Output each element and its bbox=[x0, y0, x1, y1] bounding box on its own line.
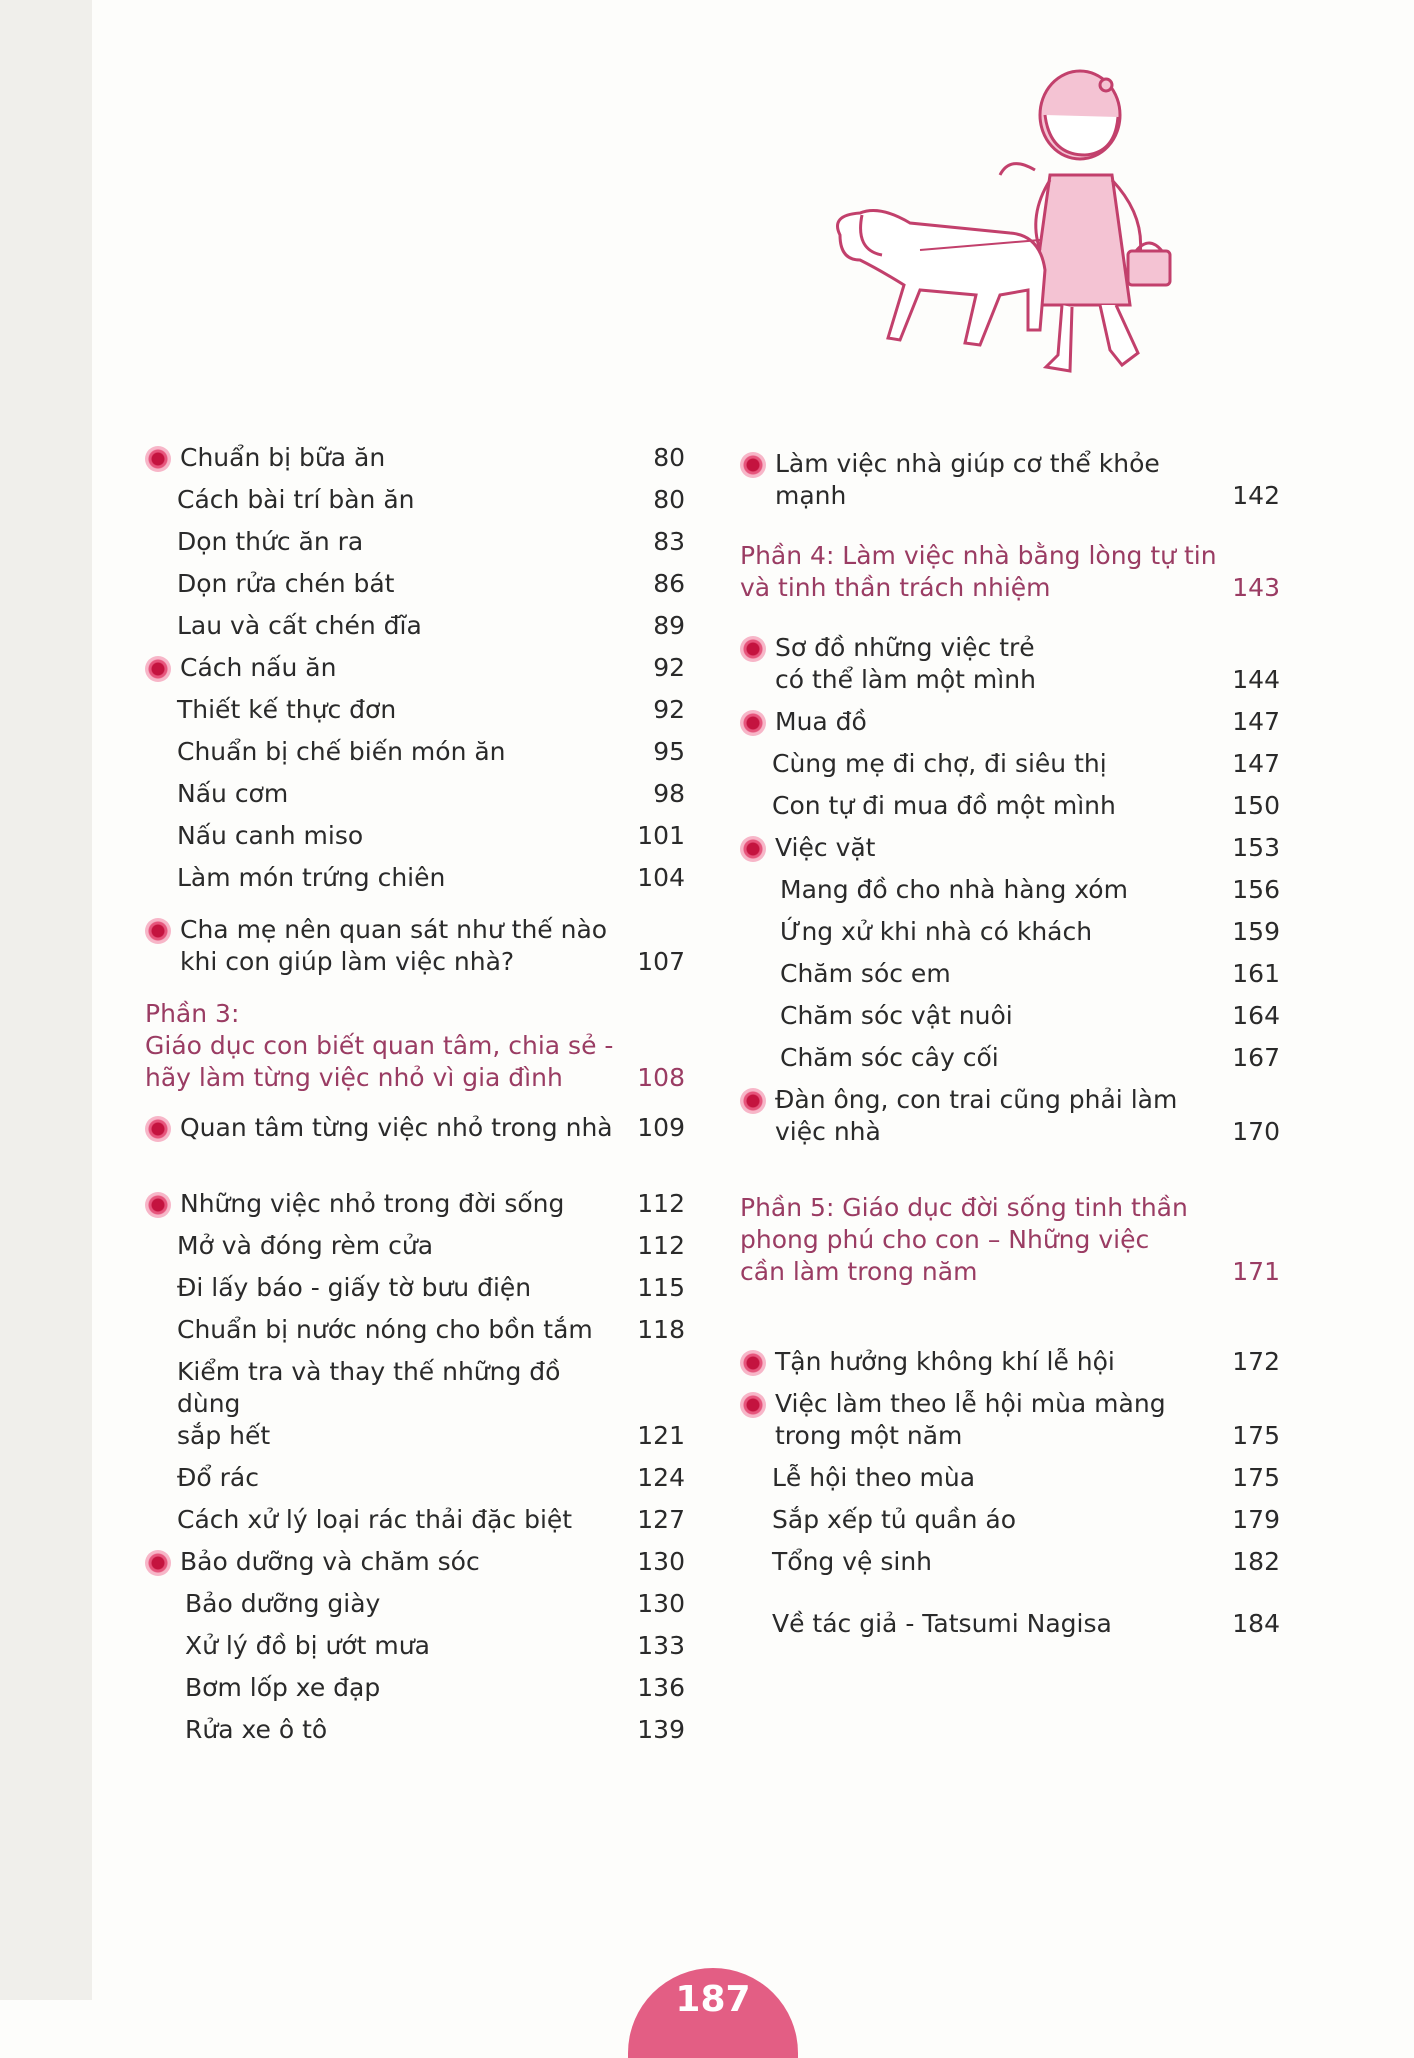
entry-title-line: sắp hết bbox=[177, 1421, 271, 1450]
entry-title-line: Bảo dưỡng giày bbox=[185, 1589, 381, 1618]
page-ref: 179 bbox=[1232, 1505, 1280, 1534]
toc-subsection-entry bbox=[145, 1314, 685, 1346]
entry-title-line: Tổng vệ sinh bbox=[772, 1547, 933, 1576]
entry-title bbox=[145, 778, 635, 810]
entry-title bbox=[740, 874, 1230, 906]
entry-title bbox=[145, 1230, 635, 1262]
toc-subsection-entry bbox=[145, 568, 685, 600]
toc-subsection-entry bbox=[740, 916, 1280, 948]
entry-title-line: Nấu cơm bbox=[177, 779, 289, 808]
entry-title bbox=[145, 1188, 635, 1220]
entry-title-line: Chăm sóc em bbox=[780, 959, 951, 988]
entry-title-line: Mua đồ bbox=[775, 707, 867, 736]
toc-section-entry bbox=[145, 442, 685, 474]
entry-title-line: Phần 3: bbox=[145, 999, 240, 1028]
entry-title bbox=[145, 1504, 635, 1536]
entry-title bbox=[740, 1388, 1230, 1452]
entry-title-line: và tinh thần trách nhiệm bbox=[740, 573, 1051, 602]
entry-title-line: Những việc nhỏ trong đời sống bbox=[180, 1189, 565, 1218]
toc-subsection-entry bbox=[145, 526, 685, 558]
page-ref: 150 bbox=[1232, 791, 1280, 820]
page-ref: 108 bbox=[637, 1063, 685, 1092]
toc-section-entry bbox=[740, 1388, 1280, 1452]
page-ref: 133 bbox=[637, 1631, 685, 1660]
entry-title-line: Nấu canh miso bbox=[177, 821, 364, 850]
toc-section-entry bbox=[740, 1084, 1280, 1148]
entry-title bbox=[145, 862, 635, 894]
page-ref: 143 bbox=[1232, 573, 1280, 602]
page-ref: 144 bbox=[1232, 665, 1280, 694]
entry-title bbox=[740, 632, 1230, 696]
toc-section-entry bbox=[145, 1112, 685, 1144]
entry-title-line: hãy làm từng việc nhỏ vì gia đình bbox=[145, 1063, 563, 1092]
page-ref: 121 bbox=[637, 1421, 685, 1450]
toc-subsection-entry bbox=[145, 694, 685, 726]
toc-subsection-entry bbox=[740, 958, 1280, 990]
toc-right-column bbox=[740, 448, 1280, 1640]
entry-title-line: Cùng mẹ đi chợ, đi siêu thị bbox=[772, 749, 1107, 778]
entry-title-line: Mở và đóng rèm cửa bbox=[177, 1231, 434, 1260]
entry-title-line: trong một năm bbox=[775, 1421, 963, 1450]
page-ref: 92 bbox=[653, 653, 685, 682]
toc-subsection-entry bbox=[145, 1504, 685, 1536]
toc-subsection-entry bbox=[145, 736, 685, 768]
entry-title bbox=[740, 540, 1230, 604]
entry-title-line: Về tác giả - Tatsumi Nagisa bbox=[772, 1609, 1112, 1638]
entry-title bbox=[740, 832, 1230, 864]
toc-section-entry bbox=[740, 632, 1280, 696]
entry-title-line: cần làm trong năm bbox=[740, 1257, 978, 1286]
toc-subsection-entry bbox=[740, 1000, 1280, 1032]
bullet-flower-icon bbox=[740, 710, 766, 736]
entry-title-line: Xử lý đồ bị ướt mưa bbox=[185, 1631, 430, 1660]
entry-title bbox=[145, 998, 635, 1094]
entry-title-line: Chăm sóc vật nuôi bbox=[780, 1001, 1013, 1030]
page-ref: 89 bbox=[653, 611, 685, 640]
toc-subsection-entry bbox=[740, 1462, 1280, 1494]
entry-title-line: Ứng xử khi nhà có khách bbox=[780, 917, 1093, 946]
toc-subsection-entry bbox=[145, 1714, 685, 1746]
entry-title-line: Cha mẹ nên quan sát như thế nào bbox=[180, 915, 608, 944]
toc-section-entry bbox=[740, 832, 1280, 864]
toc-subsection-entry bbox=[740, 1608, 1280, 1640]
bullet-flower-icon bbox=[740, 836, 766, 862]
entry-title-line: Cách bài trí bàn ăn bbox=[177, 485, 415, 514]
page-ref: 107 bbox=[637, 947, 685, 976]
entry-title-line: Dọn thức ăn ra bbox=[177, 527, 364, 556]
entry-title-line: Mang đồ cho nhà hàng xóm bbox=[780, 875, 1128, 904]
toc-section-entry bbox=[740, 1346, 1280, 1378]
page-ref: 172 bbox=[1232, 1347, 1280, 1376]
page-ref: 130 bbox=[637, 1547, 685, 1576]
toc-subsection-entry bbox=[145, 1588, 685, 1620]
toc-section-entry bbox=[145, 914, 685, 978]
entry-title bbox=[740, 748, 1230, 780]
entry-title-line: Đổ rác bbox=[177, 1463, 259, 1492]
entry-title-line: Giáo dục con biết quan tâm, chia sẻ - bbox=[145, 1031, 614, 1060]
toc-subsection-entry bbox=[145, 1672, 685, 1704]
toc-subsection-entry bbox=[145, 1272, 685, 1304]
entry-title bbox=[740, 448, 1230, 512]
entry-title bbox=[740, 1346, 1230, 1378]
entry-title-line: Quan tâm từng việc nhỏ trong nhà bbox=[180, 1113, 613, 1142]
entry-title-line: Làm món trứng chiên bbox=[177, 863, 446, 892]
entry-title-line: Việc vặt bbox=[775, 833, 876, 862]
entry-title-line: Sắp xếp tủ quần áo bbox=[772, 1505, 1017, 1534]
entry-title bbox=[740, 958, 1230, 990]
toc-subsection-entry bbox=[145, 1356, 685, 1452]
toc-subsection-entry bbox=[740, 1504, 1280, 1536]
entry-title bbox=[145, 1588, 635, 1620]
entry-title-line: phong phú cho con – Những việc bbox=[740, 1225, 1150, 1254]
page-ref: 147 bbox=[1232, 749, 1280, 778]
page-ref: 86 bbox=[653, 569, 685, 598]
bullet-flower-icon bbox=[145, 918, 171, 944]
page-ref: 130 bbox=[637, 1589, 685, 1618]
entry-title-line: Bơm lốp xe đạp bbox=[185, 1673, 381, 1702]
entry-title bbox=[145, 526, 635, 558]
part-heading bbox=[740, 1192, 1280, 1288]
entry-title bbox=[740, 1608, 1230, 1640]
part-heading bbox=[145, 998, 685, 1094]
toc-subsection-entry bbox=[145, 610, 685, 642]
toc-section-entry bbox=[145, 1188, 685, 1220]
page-ref: 127 bbox=[637, 1505, 685, 1534]
bullet-flower-icon bbox=[740, 452, 766, 478]
toc-subsection-entry bbox=[145, 484, 685, 516]
entry-title bbox=[740, 1084, 1230, 1148]
entry-title bbox=[145, 1112, 635, 1144]
page-ref: 147 bbox=[1232, 707, 1280, 736]
page-ref: 159 bbox=[1232, 917, 1280, 946]
page-ref: 104 bbox=[637, 863, 685, 892]
page-number: 187 bbox=[628, 1968, 798, 2058]
toc-left-column bbox=[145, 442, 685, 1746]
page-ref: 80 bbox=[653, 443, 685, 472]
entry-title-line: khi con giúp làm việc nhà? bbox=[180, 947, 515, 976]
toc-subsection-entry bbox=[740, 1042, 1280, 1074]
girl-walking-dog-illustration bbox=[800, 55, 1230, 395]
page-ref: 83 bbox=[653, 527, 685, 556]
page-ref: 161 bbox=[1232, 959, 1280, 988]
entry-title-line: có thể làm một mình bbox=[775, 665, 1036, 694]
entry-title-line: Chuẩn bị chế biến món ăn bbox=[177, 737, 506, 766]
toc-subsection-entry bbox=[145, 1462, 685, 1494]
entry-title bbox=[145, 1714, 635, 1746]
page-ref: 112 bbox=[637, 1231, 685, 1260]
page-ref: 142 bbox=[1232, 481, 1280, 510]
bullet-flower-icon bbox=[740, 1392, 766, 1418]
entry-title bbox=[145, 1672, 635, 1704]
bullet-flower-icon bbox=[145, 1116, 171, 1142]
toc-subsection-entry bbox=[740, 748, 1280, 780]
page-ref: 80 bbox=[653, 485, 685, 514]
entry-title-line: Thiết kế thực đơn bbox=[177, 695, 397, 724]
entry-title bbox=[145, 914, 635, 978]
entry-title bbox=[145, 1546, 635, 1578]
toc-section-entry bbox=[145, 652, 685, 684]
toc-section-entry bbox=[740, 448, 1280, 512]
toc-subsection-entry bbox=[145, 820, 685, 852]
entry-title bbox=[740, 790, 1230, 822]
entry-title bbox=[740, 1462, 1230, 1494]
bullet-flower-icon bbox=[145, 656, 171, 682]
entry-title-line: việc nhà bbox=[775, 1117, 881, 1146]
entry-title bbox=[145, 1272, 635, 1304]
entry-title bbox=[145, 1356, 635, 1452]
entry-title bbox=[740, 916, 1230, 948]
entry-title-line: Cách xử lý loại rác thải đặc biệt bbox=[177, 1505, 573, 1534]
bullet-flower-icon bbox=[740, 636, 766, 662]
page-ref: 112 bbox=[637, 1189, 685, 1218]
entry-title-line: Dọn rửa chén bát bbox=[177, 569, 395, 598]
entry-title bbox=[740, 1042, 1230, 1074]
toc-subsection-entry bbox=[740, 790, 1280, 822]
page-ref: 171 bbox=[1232, 1257, 1280, 1286]
page-ref: 164 bbox=[1232, 1001, 1280, 1030]
entry-title-line: Lau và cất chén đĩa bbox=[177, 611, 422, 640]
entry-title-line: Việc làm theo lễ hội mùa màng bbox=[775, 1389, 1166, 1418]
entry-title bbox=[145, 442, 635, 474]
page-ref: 101 bbox=[637, 821, 685, 850]
entry-title bbox=[740, 1000, 1230, 1032]
entry-title bbox=[145, 1462, 635, 1494]
page-ref: 184 bbox=[1232, 1609, 1280, 1638]
bullet-flower-icon bbox=[740, 1088, 766, 1114]
entry-title-line: Làm việc nhà giúp cơ thể khỏe mạnh bbox=[775, 449, 1160, 510]
page-ref: 118 bbox=[637, 1315, 685, 1344]
entry-title bbox=[145, 610, 635, 642]
page-ref: 175 bbox=[1232, 1421, 1280, 1450]
entry-title-line: Kiểm tra và thay thế những đồ dùng bbox=[177, 1357, 561, 1418]
page-ref: 92 bbox=[653, 695, 685, 724]
entry-title bbox=[740, 1546, 1230, 1578]
page-ref: 139 bbox=[637, 1715, 685, 1744]
bullet-flower-icon bbox=[145, 446, 171, 472]
entry-title-line: Con tự đi mua đồ một mình bbox=[772, 791, 1116, 820]
bullet-flower-icon bbox=[740, 1350, 766, 1376]
entry-title-line: Chăm sóc cây cối bbox=[780, 1043, 999, 1072]
page-left-edge bbox=[0, 0, 92, 2000]
entry-title bbox=[740, 1504, 1230, 1536]
entry-title-line: Đi lấy báo - giấy tờ bưu điện bbox=[177, 1273, 532, 1302]
entry-title bbox=[740, 1192, 1230, 1288]
bullet-flower-icon bbox=[145, 1192, 171, 1218]
entry-title-line: Lễ hội theo mùa bbox=[772, 1463, 976, 1492]
page-ref: 98 bbox=[653, 779, 685, 808]
entry-title bbox=[145, 1630, 635, 1662]
bullet-flower-icon bbox=[145, 1550, 171, 1576]
page-ref: 124 bbox=[637, 1463, 685, 1492]
entry-title-line: Chuẩn bị nước nóng cho bồn tắm bbox=[177, 1315, 593, 1344]
toc-section-entry bbox=[740, 706, 1280, 738]
entry-title bbox=[145, 694, 635, 726]
entry-title bbox=[145, 736, 635, 768]
entry-title-line: Bảo dưỡng và chăm sóc bbox=[180, 1547, 480, 1576]
page-ref: 95 bbox=[653, 737, 685, 766]
page-ref: 109 bbox=[637, 1113, 685, 1142]
entry-title bbox=[145, 1314, 635, 1346]
entry-title-line: Rửa xe ô tô bbox=[185, 1715, 328, 1744]
toc-subsection-entry bbox=[145, 1630, 685, 1662]
entry-title-line: Phần 5: Giáo dục đời sống tinh thần bbox=[740, 1193, 1188, 1222]
entry-title bbox=[145, 484, 635, 516]
page-ref: 136 bbox=[637, 1673, 685, 1702]
page-ref: 182 bbox=[1232, 1547, 1280, 1576]
entry-title bbox=[145, 820, 635, 852]
entry-title bbox=[145, 568, 635, 600]
entry-title-line: Phần 4: Làm việc nhà bằng lòng tự tin bbox=[740, 541, 1217, 570]
page-ref: 175 bbox=[1232, 1463, 1280, 1492]
page-ref: 115 bbox=[637, 1273, 685, 1302]
page-ref: 170 bbox=[1232, 1117, 1280, 1146]
part-heading bbox=[740, 540, 1280, 604]
entry-title bbox=[145, 652, 635, 684]
toc-subsection-entry bbox=[740, 1546, 1280, 1578]
entry-title-line: Đàn ông, con trai cũng phải làm bbox=[775, 1085, 1178, 1114]
entry-title bbox=[740, 706, 1230, 738]
toc-subsection-entry bbox=[740, 874, 1280, 906]
entry-title-line: Cách nấu ăn bbox=[180, 653, 337, 682]
page-ref: 156 bbox=[1232, 875, 1280, 904]
toc-subsection-entry bbox=[145, 1230, 685, 1262]
toc-subsection-entry bbox=[145, 862, 685, 894]
toc-subsection-entry bbox=[145, 778, 685, 810]
toc-section-entry bbox=[145, 1546, 685, 1578]
entry-title-line: Sơ đồ những việc trẻ bbox=[775, 633, 1035, 662]
entry-title-line: Chuẩn bị bữa ăn bbox=[180, 443, 386, 472]
page-ref: 153 bbox=[1232, 833, 1280, 862]
page-ref: 167 bbox=[1232, 1043, 1280, 1072]
entry-title-line: Tận hưởng không khí lễ hội bbox=[775, 1347, 1115, 1376]
